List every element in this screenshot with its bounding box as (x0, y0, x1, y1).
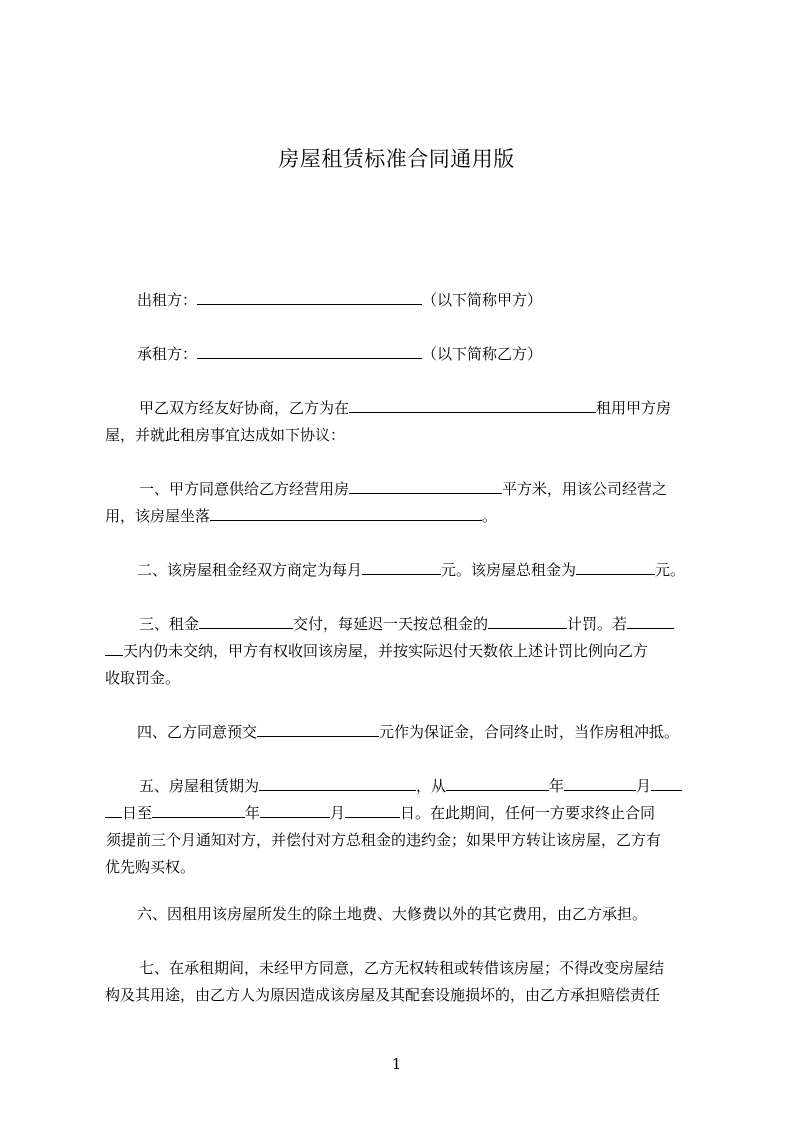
clause5-line-1 (139, 773, 739, 800)
lessor-suffix: （以下简称甲方） (422, 291, 543, 309)
clause3-line-3: 收取罚金。 (105, 669, 181, 687)
clause3-part3: 计罚。若 (567, 615, 628, 633)
clause5-part1: 五、房屋租赁期为 (139, 777, 260, 795)
clause2-total-blank (576, 558, 655, 575)
clause3-days-blank-b (105, 639, 123, 656)
clause1-area-blank (349, 477, 502, 494)
clause3-part2: 交付，每延迟一天按总租金的 (293, 615, 489, 633)
lessor-label: 出租方： (137, 291, 198, 309)
clause1-line2b: 。 (482, 507, 498, 525)
clause2-part1: 二、该房屋租金经双方商定为每月 (137, 561, 363, 579)
clause1-line-1 (139, 476, 739, 503)
clause5-line-3: 须提前三个月通知对方，并偿付对方总租金的违约金；如果甲方转让该房屋，乙方有 (106, 831, 662, 849)
clause3-part1: 三、租金 (139, 615, 200, 633)
clause5-day-to: 日至 (122, 804, 153, 822)
clause5-month1: 月 (636, 777, 652, 795)
clause3-days-blank-a (627, 612, 674, 629)
lessee-blank (197, 342, 422, 359)
clause7-line-1: 七、在承租期间，未经甲方同意，乙方无权转租或转借该房屋；不得改变房屋结 (139, 959, 665, 977)
clause5-start-month-blank (564, 774, 636, 791)
clause5-part2: ，从 (416, 777, 447, 795)
clause2-monthly-blank (362, 558, 441, 575)
clause2-line (137, 557, 737, 584)
clause7-line-2: 构及其用途，由乙方人为原因造成该房屋及其配套设施损坏的，由乙方承担赔偿责任 (105, 986, 661, 1004)
intro-blank (349, 396, 596, 413)
clause5-line2-rest: 日。在此期间，任何一方要求终止合同 (400, 804, 656, 822)
clause5-line-4: 优先购买权。 (105, 858, 196, 876)
clause4-deposit-blank (257, 720, 379, 737)
lessee-label: 承租方： (137, 345, 198, 363)
clause3-line-2 (105, 638, 705, 665)
intro-part1: 甲乙双方经友好协商，乙方为在 (139, 399, 350, 417)
lessor-blank (197, 288, 422, 305)
clause1-part1: 一、甲方同意供给乙方经营用房 (139, 480, 350, 498)
page-number: 1 (391, 1055, 402, 1073)
clause6-line: 六、因租用该房屋所发生的除土地费、大修费以外的其它费用，由乙方承担。 (137, 905, 648, 923)
clause5-line-2 (105, 800, 705, 827)
intro-line-1 (139, 395, 739, 422)
clause1-line-2 (105, 503, 705, 530)
clause5-start-day-blank-b (105, 801, 122, 818)
clause5-end-year-blank (152, 801, 245, 818)
clause1-line2a: 用，该房屋坐落 (105, 507, 211, 525)
clause5-start-day-blank-a (651, 774, 682, 791)
clause3-line-1 (139, 611, 739, 638)
clause3-penalty-blank (488, 612, 567, 629)
intro-part2: 租用甲方房 (596, 399, 672, 417)
clause5-year2: 年 (245, 804, 261, 822)
clause3-payment-blank (199, 612, 293, 629)
clause5-end-day-blank (345, 801, 400, 818)
clause5-start-year-blank (446, 774, 549, 791)
clause5-period-blank (259, 774, 416, 791)
document-title: 房屋租赁标准合同通用版 (278, 147, 515, 171)
clause2-part2: 元。该房屋总租金为 (441, 561, 577, 579)
lessee-suffix: （以下简称乙方） (422, 345, 543, 363)
clause5-month2: 月 (330, 804, 346, 822)
clause3-line2: 天内仍未交纳，甲方有权收回该房屋，并按实际迟付天数依上述计罚比例向乙方 (123, 642, 649, 660)
clause4-part1: 四、乙方同意预交 (137, 723, 258, 741)
clause5-year1: 年 (549, 777, 565, 795)
clause4-line (137, 719, 737, 746)
clause1-location-blank (210, 504, 482, 521)
lessor-line (137, 287, 737, 314)
clause1-part2: 平方米，用该公司经营之 (502, 480, 668, 498)
clause5-end-month-blank (260, 801, 330, 818)
lessee-line (137, 341, 737, 368)
clause4-part2: 元作为保证金，合同终止时，当作房租冲抵。 (379, 723, 680, 741)
clause2-part3: 元。 (655, 561, 686, 579)
intro-line-2: 屋，并就此租房事宜达成如下协议： (105, 426, 346, 444)
